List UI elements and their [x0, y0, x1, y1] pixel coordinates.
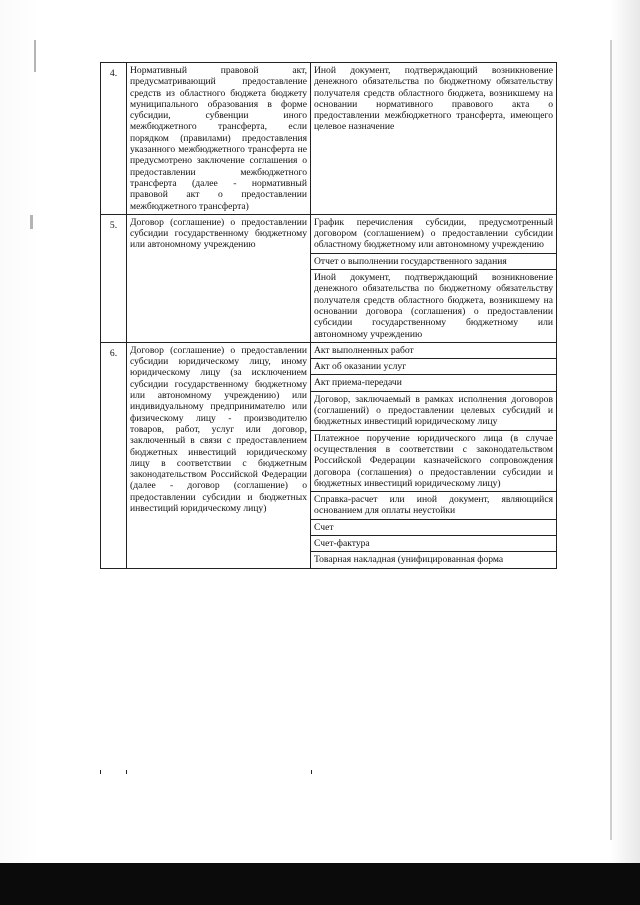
obligation-basis: Договор (соглашение) о предоставлении субсидии юридическому лицу, иному юридическому лицу (за исключением субсидии государственному бюджетному или автономному учреждению) или индивидуальному предпринимателю или физическому лицу - производителю товаров, работ, услуг или договор, заключенный в связи с предоставлением бюджетных инвестиций юридическому лицу в соответствии с бюджетным законодательством Российской Федерации (далее - договор (соглашение) о предоставлении субсидии и бюджетных инвестиций юридическому лицу) [127, 342, 311, 568]
supporting-document: Акт приема-передачи [311, 375, 557, 391]
scan-artifact [30, 215, 33, 229]
supporting-document: Счет [311, 519, 557, 535]
supporting-document: Иной документ, подтверждающий возникновение денежного обязательства по бюджетному обязательству получателя средств областного бюджета, возникшему на основании нормативного правового акта о предоставлении межбюджетного трансферта, имеющего целевое назначение [311, 63, 557, 215]
table-row [101, 214, 557, 253]
supporting-document: Отчет о выполнении государственного задания [311, 253, 557, 269]
supporting-document: Акт выполненных работ [311, 342, 557, 358]
supporting-document: График перечисления субсидии, предусмотренный договором (соглашением) о предоставлении субсидии областному бюджетному или автономному учреждению [311, 214, 557, 253]
obligation-basis: Договор (соглашение) о предоставлении субсидии государственному бюджетному или автономному учреждению [127, 214, 311, 342]
scan-right-margin [610, 0, 640, 905]
row-number: 4. [101, 63, 127, 215]
supporting-document: Платежное поручение юридического лица (в случае осуществления в соответствии с законодательством Российской Федерации казначейского сопровождения договора (соглашения) о предоставлении субсидии и бюджетных инвестиций юридическому лицу) [311, 430, 557, 491]
scan-bottom-border [0, 863, 640, 905]
table-row [101, 342, 557, 358]
supporting-document: Товарная накладная (унифицированная форма [311, 552, 557, 568]
scan-artifact [610, 40, 612, 840]
row-number: 5. [101, 214, 127, 342]
table-row [101, 63, 557, 215]
scan-left-margin [0, 0, 40, 905]
supporting-document: Счет-фактура [311, 535, 557, 551]
obligation-basis: Нормативный правовой акт, предусматривающий предоставление средств из областного бюджета бюджету муниципального образования в форме субсидии, субвенции иного межбюджетного трансферта, если порядком (правилами) предоставления указанного межбюджетного трансферта не предусмотрено заключение соглашения о предоставлении межбюджетного трансферта (далее - нормативный правовой акт о предоставлении межбюджетного трансферта) [127, 63, 311, 215]
supporting-document: Акт об оказании услуг [311, 359, 557, 375]
document-table [100, 62, 557, 569]
supporting-document: Справка-расчет или иной документ, являющийся основанием для оплаты неустойки [311, 492, 557, 520]
table-continuation [100, 770, 312, 774]
supporting-document: Иной документ, подтверждающий возникновение денежного обязательства по бюджетному обязательству получателя средств областного бюджета, возникшему на основании договора (соглашения) о предоставлении субсидии государственному бюджетному или автономному учреждению [311, 270, 557, 343]
supporting-document: Договор, заключаемый в рамках исполнения договоров (соглашений) о предоставлении целевых субсидий и бюджетных инвестиций юридическому лицу [311, 391, 557, 430]
scan-artifact [34, 40, 36, 72]
row-number: 6. [101, 342, 127, 568]
table-body [101, 63, 557, 569]
